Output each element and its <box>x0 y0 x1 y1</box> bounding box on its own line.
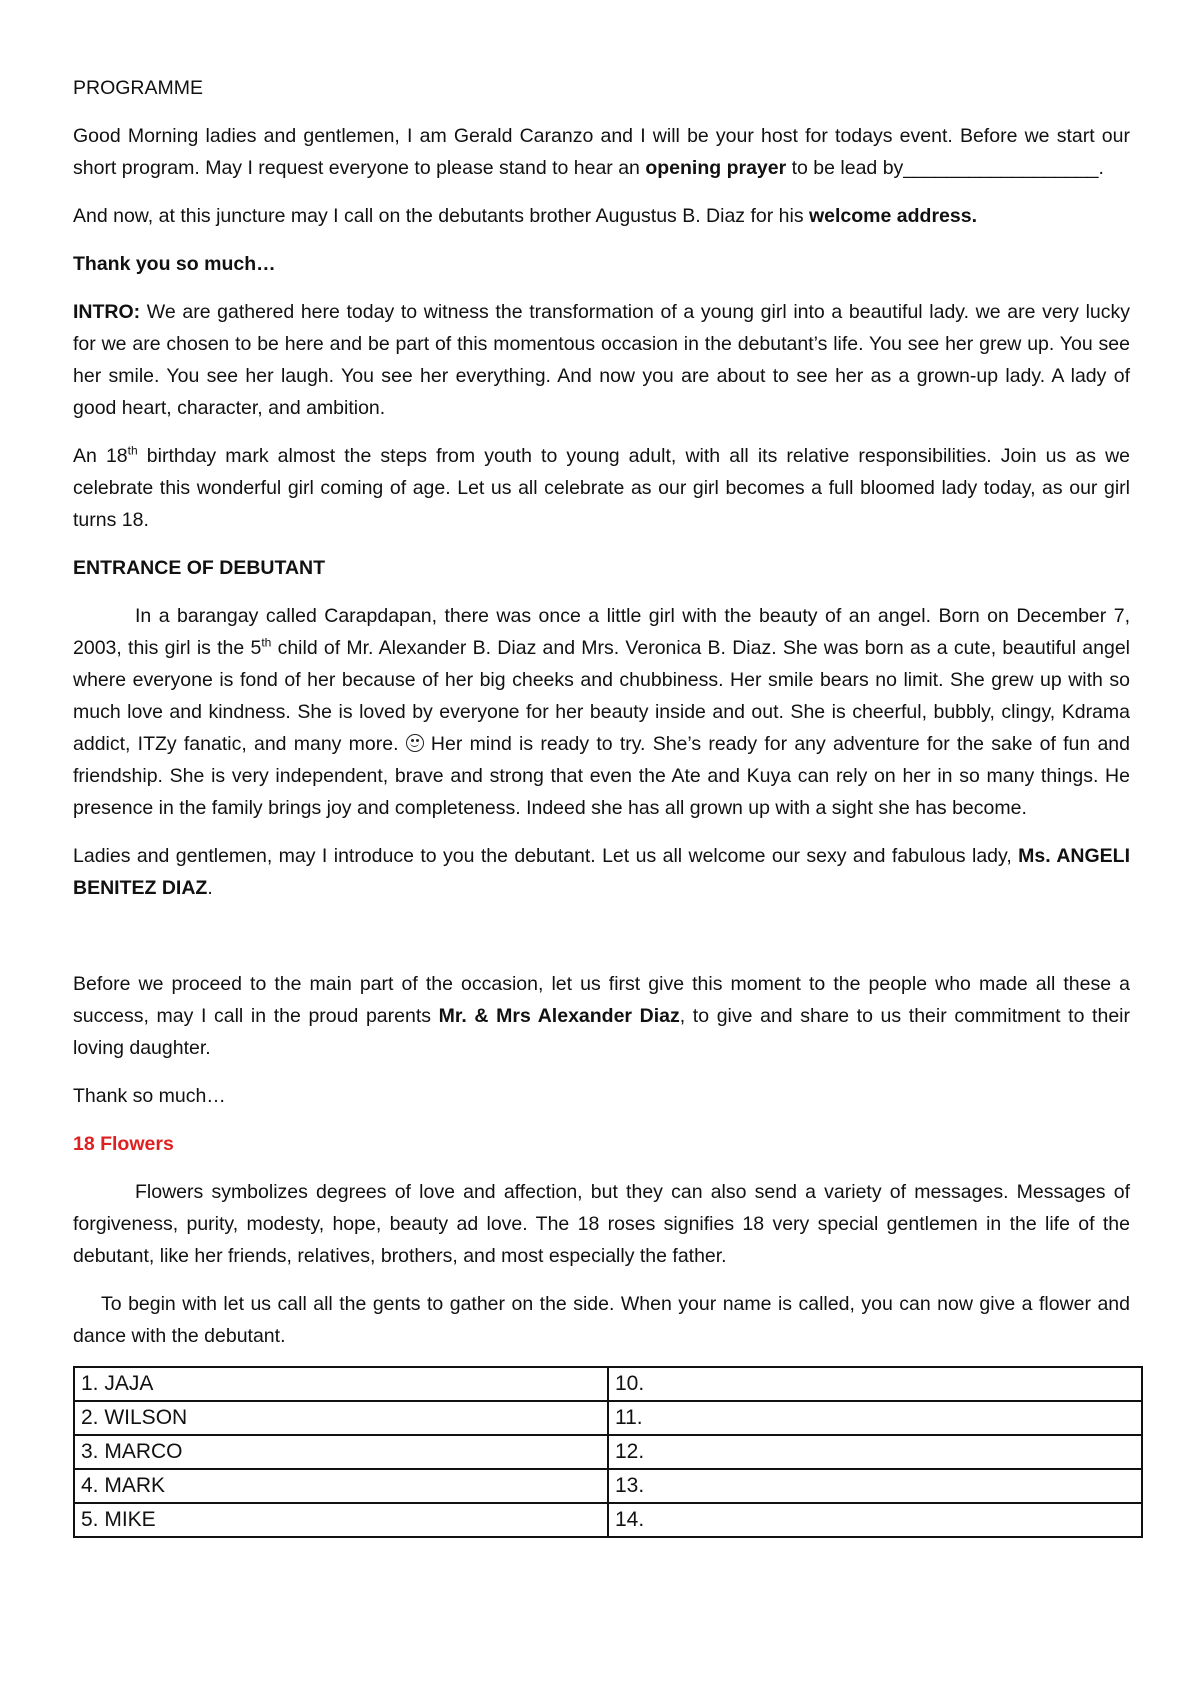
introduce-paragraph <box>73 840 1130 904</box>
intro-text: We are gathered here today to witness the transformation of a young girl into a beautiful lady. we are very lucky for we are chosen to be here and be part of this momentous occasion in the debutant’s life. You see her grew up. You see her smile. You see her laugh. You see her everything. And now you are about to see her as a grown-up lady. A lady of good heart, character, and ambition. <box>73 301 1130 419</box>
birthday-paragraph <box>73 440 1130 536</box>
birthday-text-end: birthday mark almost the steps from youth to young adult, with all its relative responsibilities. Join us as we celebrate this wonderful girl coming of age. Let us all celebrate as our girl becomes a full bloomed lady today, as our girl turns 18. <box>73 445 1130 531</box>
table-cell: 14. <box>608 1503 1142 1537</box>
opening-text-end: to be lead by__________________. <box>786 157 1104 179</box>
welcome-address-label: welcome address. <box>809 205 977 227</box>
intro-paragraph <box>73 296 1130 424</box>
table-cell: 12. <box>608 1435 1142 1469</box>
blank-space <box>73 920 1130 968</box>
table-row <box>74 1401 1142 1435</box>
table-row <box>74 1469 1142 1503</box>
table-cell: 5. MIKE <box>74 1503 608 1537</box>
table-cell: 3. MARCO <box>74 1435 608 1469</box>
table-cell: 13. <box>608 1469 1142 1503</box>
story-text-end: Her mind is ready to try. She’s ready for any adventure for the sake of fun and friendship. She is very independent, brave and strong that even the Ate and Kuya can rely on her in so many things. He presence in the family brings joy and completeness. Indeed she has all grown up with a sight she has become. <box>73 733 1130 819</box>
table-cell: 11. <box>608 1401 1142 1435</box>
parents-text: Before we proceed to the main part of the occasion, let us first give this moment to the people who made all these a success, may I call in the proud parents <box>73 973 1130 1027</box>
superscript: th <box>261 635 272 650</box>
table-row <box>74 1503 1142 1537</box>
story-text: In a barangay called Carapdapan, there was once a little girl with the beauty of an angel. Born on December 7, 2003, this girl is the 5 <box>73 605 1130 659</box>
debutant-name: Ms. ANGELI BENITEZ DIAZ <box>73 845 1130 899</box>
flowers-heading: 18 Flowers <box>73 1133 174 1155</box>
table-cell: 1. JAJA <box>74 1367 608 1401</box>
parents-text-end: , to give and share to us their commitment to their loving daughter. <box>73 1005 1130 1059</box>
welcome-paragraph <box>73 200 1130 232</box>
table-row <box>74 1435 1142 1469</box>
page-heading: PROGRAMME <box>73 77 204 99</box>
smiley-icon <box>406 734 424 752</box>
roses-table <box>73 1366 1143 1538</box>
welcome-text: And now, at this juncture may I call on the debutants brother Augustus B. Diaz for his <box>73 205 809 227</box>
thank-you-line: Thank you so much… <box>73 253 276 275</box>
table-cell: 10. <box>608 1367 1142 1401</box>
superscript: th <box>127 443 138 458</box>
table-cell: 4. MARK <box>74 1469 608 1503</box>
introduce-text: Ladies and gentlemen, may I introduce to you the debutant. Let us all welcome our sexy and fabulous lady, <box>73 845 1019 867</box>
gents-paragraph: To begin with let us call all the gents to gather on the side. When your name is called, you can now give a flower and dance with the debutant. <box>73 1293 1130 1347</box>
birthday-text: An 18 <box>73 445 128 467</box>
flowers-paragraph: Flowers symbolizes degrees of love and affection, but they can also send a variety of messages. Messages of forgiveness, purity, modesty, hope, beauty ad love. The 18 roses signifies 18 very special gentlemen in the life of the debutant, like her friends, relatives, brothers, and most especially the father. <box>73 1181 1130 1267</box>
story-paragraph <box>73 600 1130 824</box>
table-cell: 2. WILSON <box>74 1401 608 1435</box>
story-text-mid: child of Mr. Alexander B. Diaz and Mrs. Veronica B. Diaz. She was born as a cute, beautiful angel where everyone is fond of her because of her big cheeks and chubbiness. Her smile bears no limit. She grew up with so much love and kindness. She is loved by everyone for her beauty inside and out. She is cheerful, bubbly, clingy, Kdrama addict, ITZy fanatic, and many more. <box>73 637 1130 755</box>
opening-prayer-label: opening prayer <box>645 157 787 179</box>
table-row <box>74 1367 1142 1401</box>
introduce-text-end: . <box>207 877 213 899</box>
parents-name: Mr. & Mrs Alexander Diaz <box>438 1005 680 1027</box>
thank-so-much-line: Thank so much… <box>73 1085 226 1107</box>
entrance-heading: ENTRANCE OF DEBUTANT <box>73 557 326 579</box>
parents-paragraph <box>73 968 1130 1064</box>
opening-paragraph <box>73 120 1130 184</box>
intro-label: INTRO: <box>73 301 141 323</box>
opening-text: Good Morning ladies and gentlemen, I am Gerald Caranzo and I will be your host for todays event. Before we start our short program. May I request everyone to please stand to hear an <box>73 125 1130 179</box>
